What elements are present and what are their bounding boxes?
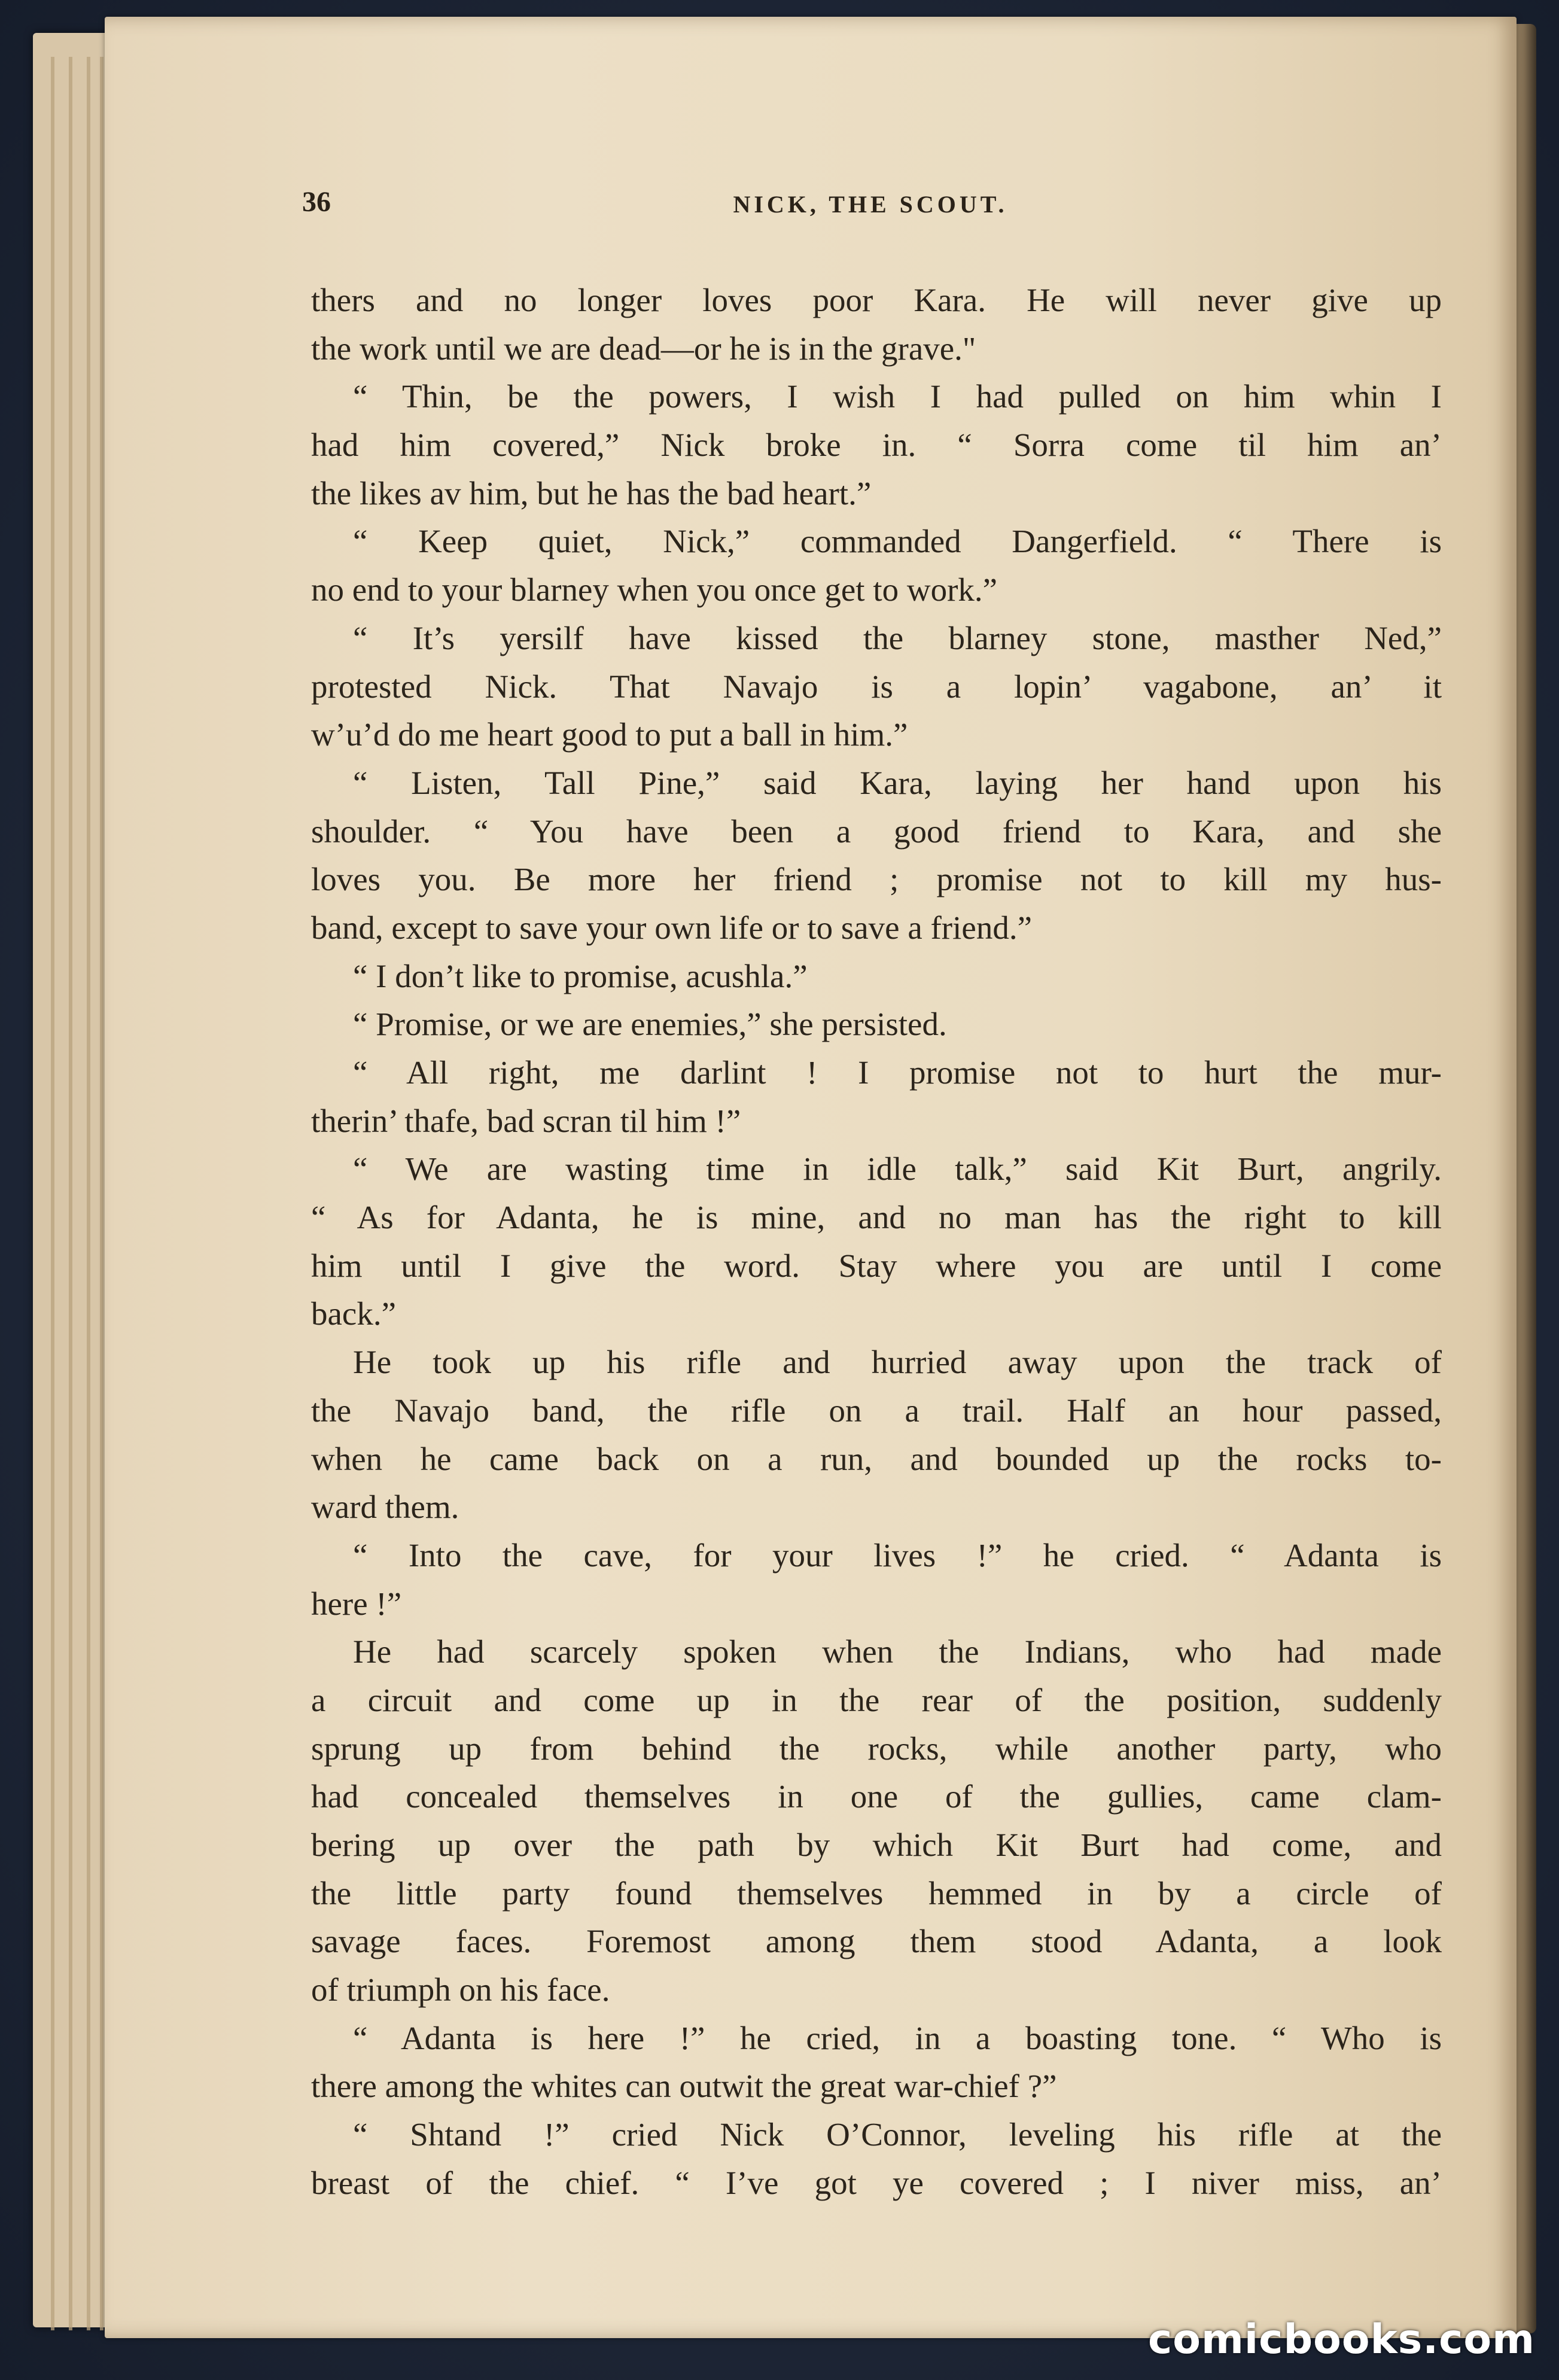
text-line: savage faces. Foremost among them stood Adanta, a look xyxy=(311,1923,1442,1960)
text-line: the Navajo band, the rifle on a trail. Half an hour passed, xyxy=(311,1392,1442,1429)
text-line: breast of the chief. “ I’ve got ye covered ; I niver miss, an’ xyxy=(311,2164,1442,2201)
page-number: 36 xyxy=(302,186,331,218)
watermark: comicbooks.com xyxy=(1147,2316,1535,2363)
text-line: “ It’s yersilf have kissed the blarney stone, masther Ned,” xyxy=(353,619,1442,656)
text-line: “ Listen, Tall Pine,” said Kara, laying her hand upon his xyxy=(353,764,1442,801)
page-edge xyxy=(100,57,103,2330)
text-line: “ Promise, or we are enemies,” she persisted. xyxy=(353,1006,947,1043)
text-line: of triumph on his face. xyxy=(311,1971,610,2008)
text-line: back.” xyxy=(311,1295,396,1332)
text-line: “ I don’t like to promise, acushla.” xyxy=(353,957,808,994)
text-line: here !” xyxy=(311,1585,402,1622)
text-line: no end to your blarney when you once get to work.” xyxy=(311,571,998,608)
text-line: loves you. Be more her friend ; promise not to kill my hus- xyxy=(311,861,1442,898)
text-line: had him covered,” Nick broke in. “ Sorra come til him an’ xyxy=(311,427,1442,464)
text-line: when he came back on a run, and bounded up the rocks to- xyxy=(311,1440,1442,1477)
page-edge xyxy=(69,57,72,2330)
text-line: “ Into the cave, for your lives !” he cried. “ Adanta is xyxy=(353,1536,1442,1574)
text-line: band, except to save your own life or to save a friend.” xyxy=(311,909,1032,946)
page-header xyxy=(302,185,1439,227)
text-line: the work until we are dead—or he is in the grave." xyxy=(311,330,976,367)
text-line: there among the whites can outwit the great war-chief ?” xyxy=(311,2068,1057,2105)
page-edge xyxy=(51,57,54,2330)
text-line: sprung up from behind the rocks, while another party, who xyxy=(311,1730,1442,1767)
text-line: the likes av him, but he has the bad heart.” xyxy=(311,474,872,512)
text-line: had concealed themselves in one of the gullies, came clam- xyxy=(311,1778,1442,1815)
text-line: the little party found themselves hemmed in by a circle of xyxy=(311,1874,1442,1912)
text-line: “ Shtand !” cried Nick O’Connor, leveling his rifle at the xyxy=(353,2116,1442,2153)
text-line: protested Nick. That Navajo is a lopin’ vagabone, an’ it xyxy=(311,668,1442,705)
text-line: w’u’d do me heart good to put a ball in him.” xyxy=(311,716,908,753)
text-line: ward them. xyxy=(311,1489,459,1526)
running-head: NICK, THE SCOUT. xyxy=(733,191,1008,218)
text-line: thers and no longer loves poor Kara. He will never give up xyxy=(311,282,1442,318)
text-line: “ Adanta is here !” he cried, in a boasting tone. “ Who is xyxy=(353,2019,1442,2056)
text-line: shoulder. “ You have been a good friend to Kara, and she xyxy=(311,812,1442,850)
text-line: “ Thin, be the powers, I wish I had pulled on him whin I xyxy=(353,378,1442,415)
body-text xyxy=(311,276,1442,2208)
page-edge xyxy=(87,57,90,2330)
text-line: He had scarcely spoken when the Indians, who had made xyxy=(353,1633,1442,1670)
text-line: “ We are wasting time in idle talk,” said Kit Burt, angrily. xyxy=(353,1151,1442,1188)
text-line: a circuit and come up in the rear of the position, suddenly xyxy=(311,1681,1442,1718)
text-line: him until I give the word. Stay where you are until I come xyxy=(311,1247,1442,1284)
text-line: “ Keep quiet, Nick,” commanded Dangerfield. “ There is xyxy=(353,523,1442,560)
text-line: He took up his rifle and hurried away upon the track of xyxy=(353,1344,1442,1381)
text-line: “ As for Adanta, he is mine, and no man has the right to kill xyxy=(311,1199,1442,1236)
text-line: therin’ thafe, bad scran til him !” xyxy=(311,1102,741,1139)
text-line: “ All right, me darlint ! I promise not to hurt the mur- xyxy=(353,1054,1442,1091)
text-line: bering up over the path by which Kit Burt had come, and xyxy=(311,1827,1442,1863)
